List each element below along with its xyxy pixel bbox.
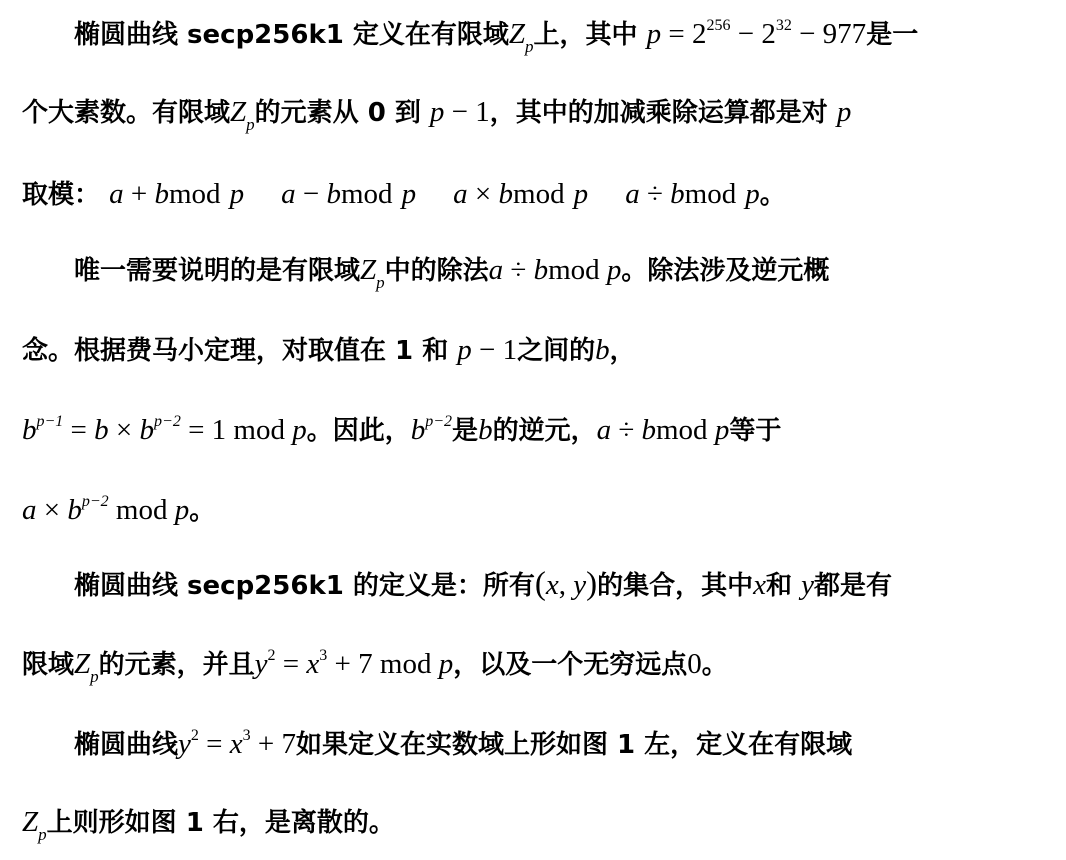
text: 如果定义在实数域上形如图 1 左，定义在有限域	[295, 730, 853, 760]
math-mod: mod	[656, 414, 715, 446]
text: 。因此，	[306, 416, 411, 446]
math-exponent: 2	[267, 647, 276, 664]
math-minus: − 2	[730, 18, 776, 50]
text: 念。根据费马小定理，对取值在 1 和	[22, 336, 458, 366]
math-rest: − 977	[791, 18, 867, 50]
math-subscript-p: p	[376, 273, 385, 292]
math-b: b	[410, 414, 426, 446]
math-rest: − 1	[471, 334, 518, 366]
math-exponent: 3	[242, 727, 251, 744]
math-x: x	[545, 569, 559, 601]
math-b: b	[641, 414, 656, 446]
text: 。	[759, 180, 786, 210]
text: 和	[766, 571, 802, 601]
math-Z: Z	[74, 648, 91, 680]
math-div: ÷	[611, 414, 642, 446]
math-p: p	[457, 334, 472, 366]
math-b: b	[139, 414, 155, 446]
math-b: b	[533, 254, 549, 286]
p2-line1	[74, 250, 829, 290]
math-p: p	[836, 96, 852, 128]
text: 。除法涉及逆元概	[621, 256, 830, 286]
text: 。	[701, 650, 728, 680]
p1-line3	[22, 174, 786, 214]
p3-line2	[22, 644, 728, 684]
math-p: p	[438, 648, 454, 680]
p3-line1	[74, 564, 892, 604]
math-p: p	[174, 494, 190, 526]
math-a: a	[596, 414, 612, 446]
math-exponent: 32	[775, 17, 792, 34]
math-b: b	[67, 494, 82, 526]
math-b: b	[94, 414, 109, 446]
text: 椭圆曲线 secp256k1 定义在有限域	[74, 20, 509, 50]
math-a: a	[22, 494, 37, 526]
math-p: p	[292, 414, 307, 446]
math-p: p	[714, 414, 730, 446]
text: 是	[452, 416, 479, 446]
text: 椭圆曲线	[74, 730, 179, 760]
math-times: ×	[108, 414, 140, 446]
math-zero: 0	[687, 648, 702, 680]
math-b: b	[22, 414, 37, 446]
math-eq: =	[275, 648, 307, 680]
math-mod: mod	[108, 494, 175, 526]
math-times: ×	[36, 494, 68, 526]
math-Z: Z	[230, 96, 247, 128]
math-exponent: p−2	[425, 413, 453, 430]
text: 之间的	[517, 336, 596, 366]
text: 限域	[22, 650, 75, 680]
p4-line2	[22, 802, 395, 842]
text: 唯一需要说明的是有限域	[74, 256, 361, 286]
mod-expression: a × bmod p	[453, 178, 589, 210]
math-p: p	[606, 254, 622, 286]
math-subscript-p: p	[38, 825, 47, 844]
mod-expression: a ÷ bmod p	[625, 178, 760, 210]
text: 。	[189, 496, 216, 526]
text: 个大素数。有限域	[22, 98, 231, 128]
p2-line3	[22, 410, 781, 450]
math-Z: Z	[22, 806, 39, 838]
math-exponent: p−2	[154, 413, 181, 430]
math-eq-mod: = 1 mod	[180, 414, 293, 446]
math-paren-open: (	[534, 566, 546, 602]
math-b: b	[478, 414, 493, 446]
text: ，其中的加减乘除运算都是对	[489, 98, 837, 128]
text: 椭圆曲线 secp256k1 的定义是：所有	[74, 571, 535, 601]
p2-line4	[22, 490, 215, 530]
math-comma: ,	[558, 569, 574, 601]
text: 的逆元，	[492, 416, 597, 446]
math-p: p	[646, 18, 662, 50]
math-y: y	[254, 648, 268, 680]
text: 等于	[729, 416, 782, 446]
text: 的元素，并且	[98, 650, 255, 680]
math-mod: mod	[548, 254, 607, 286]
text: 都是有	[813, 571, 892, 601]
math-subscript-p: p	[525, 37, 534, 56]
math-a: a	[488, 254, 504, 286]
math-x: x	[229, 728, 243, 760]
math-exponent: 3	[319, 647, 328, 664]
math-y: y	[178, 728, 191, 760]
p2-line2	[22, 330, 636, 370]
math-subscript-p: p	[90, 667, 99, 686]
p1-line1	[74, 14, 918, 54]
math-p: p	[429, 96, 445, 128]
text: ，	[609, 336, 636, 366]
text: 上则形如图 1 右，是离散的。	[46, 808, 395, 838]
text: 上，其中	[533, 20, 647, 50]
math-Z: Z	[360, 254, 377, 286]
math-y: y	[573, 569, 587, 601]
math-x: x	[306, 648, 320, 680]
math-exponent: 256	[706, 17, 731, 34]
math-Z: Z	[508, 18, 526, 50]
math-b: b	[595, 334, 610, 366]
math-rest: + 7 mod	[327, 648, 439, 680]
math-exponent: p−2	[81, 493, 109, 510]
math-exponent: p−1	[36, 413, 64, 430]
text: 中的除法	[384, 256, 489, 286]
text: 的集合，其中	[597, 571, 754, 601]
math-eq: = 2	[661, 18, 707, 50]
math-x: x	[753, 569, 767, 601]
math-subscript-p: p	[246, 115, 255, 134]
text: 取模：	[22, 180, 101, 210]
math-y: y	[801, 569, 814, 601]
text: 是一	[866, 20, 919, 50]
text: ，以及一个无穷远点	[453, 650, 688, 680]
math-paren-close: )	[586, 566, 598, 602]
math-rest: − 1	[444, 96, 490, 128]
math-eq: =	[63, 414, 95, 446]
text: 的元素从 0 到	[254, 98, 430, 128]
math-rest: + 7	[250, 728, 296, 760]
p1-line2	[22, 92, 851, 132]
p4-line1	[74, 724, 852, 764]
math-exponent: 2	[190, 727, 199, 744]
mod-expression: a + bmod p	[109, 178, 245, 210]
math-div: ÷	[503, 254, 534, 286]
mod-expression: a − bmod p	[281, 178, 417, 210]
math-eq: =	[198, 728, 230, 760]
